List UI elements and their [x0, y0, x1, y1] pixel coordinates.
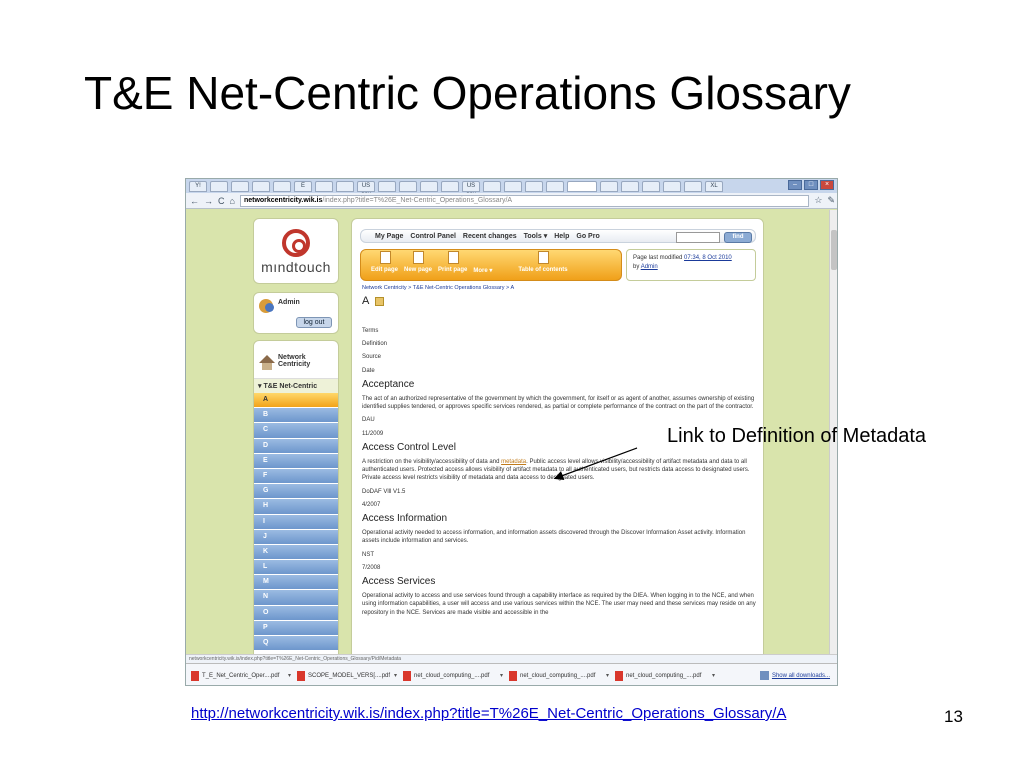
show-all-label: Show all downloads... [771, 672, 830, 679]
url-path: /index.php?title=T%26E_Net-Centric_Operations_Glossary/A [322, 196, 513, 204]
slide-title: T&E Net-Centric Operations Glossary [84, 67, 851, 119]
menu-item[interactable]: Control Panel [410, 233, 456, 240]
definition-text: A restriction on the visibility/accessibility of data and [362, 459, 500, 466]
entry-term: Access Control Level [362, 441, 456, 453]
close-window-button[interactable]: × [820, 180, 834, 190]
chevron-down-icon[interactable]: ▾ [499, 673, 503, 679]
status-bar: networkcentricity.wik.is/index.php?title=T%26E_Net-Centric_Operations_Glossary/Pid/Metadata [186, 654, 838, 663]
find-button[interactable]: find [724, 232, 752, 243]
forward-arrow-icon[interactable]: → [204, 195, 213, 206]
sidebar-item-letter[interactable]: B [254, 408, 338, 423]
menu-item[interactable]: My Page [375, 233, 404, 240]
menu-item[interactable]: Go Pro [576, 233, 600, 240]
browser-tab[interactable]: E [294, 181, 312, 192]
sidebar-item-letter[interactable]: Q [254, 636, 338, 651]
entry-term: Access Services [362, 576, 436, 588]
menu-item[interactable]: Recent changes [462, 233, 517, 240]
sidebar-item-letter[interactable]: L [254, 560, 338, 575]
field-label: Terms [362, 328, 379, 334]
entry-source: NST [362, 551, 374, 558]
page-number: 13 [944, 707, 963, 726]
download-filename: T_E_Net_Centric_Oper....pdf [202, 672, 280, 679]
annotation-label: Link to Definition of Metadata [667, 425, 927, 447]
page-title: A [362, 295, 370, 307]
sidebar-item-letter[interactable]: N [254, 590, 338, 605]
sidebar-item-letter[interactable]: M [254, 575, 338, 590]
sidebar-item-letter[interactable]: H [254, 499, 338, 514]
sidebar-item-letter[interactable]: I [254, 515, 338, 530]
wrench-icon[interactable]: ✎ [827, 195, 835, 205]
entry-date: 11/2009 [362, 430, 384, 437]
tool-label: Print page [438, 267, 468, 273]
download-filename: SCOPE_MODEL_VERS[....pdf [308, 672, 391, 679]
sidebar-item-letter[interactable]: P [254, 621, 338, 636]
field-label: Date [362, 367, 375, 374]
entry-definition: Operational activity needed to access information, and information assets discovered through the Discover Information Asset activity. Information assets include information and services. [362, 530, 746, 545]
modified-by-prefix: by [633, 264, 640, 270]
sidebar-item-letter[interactable]: K [254, 545, 338, 560]
entry-definition: Operational activity to access and use services found through a capability interface as required by the DIEA. When logging in to the NCE, and when using information capabilities, a user will access and use various services within the NCE. The user may need and these services may reside on any repository in the NCE. Services are made visible and accessible in the [362, 593, 756, 616]
logo-text: mındtouch [261, 259, 331, 275]
back-arrow-icon[interactable]: ← [190, 195, 199, 206]
menu-item[interactable]: Help [554, 233, 570, 240]
definition-text: . Public access level allows visibility/accessibility of artifact metadata and data to all authenticated users. Protected access allows visibility of artifact metadata to all authenticated users, but restricts data access to designated users. Private access level restricts visibility of metadata and data access to designated users. [362, 459, 750, 482]
reload-icon[interactable]: C [218, 195, 225, 206]
minimize-button[interactable]: – [788, 180, 802, 190]
chevron-down-icon[interactable]: ▾ [287, 673, 291, 679]
url-host: networkcentricity.wik.is [243, 196, 323, 204]
tool-label: Table of contents [518, 267, 568, 273]
sidebar-item-letter[interactable]: E [254, 454, 338, 469]
username[interactable]: Admin [278, 299, 300, 306]
browser-tab[interactable]: US [462, 181, 480, 192]
entry-source: DAU [362, 417, 375, 424]
modified-prefix: Page last modified [633, 255, 683, 261]
modified-time-link[interactable]: 07:34, 8 Oct 2010 [684, 255, 732, 261]
download-filename: net_cloud_computing_....pdf [520, 672, 596, 679]
entry-source: DoDAF Vlll V1.5 [362, 488, 406, 495]
sidebar-item-letter[interactable]: F [254, 469, 338, 484]
download-filename: net_cloud_computing_....pdf [414, 672, 490, 679]
tool-label: Edit page [371, 267, 399, 273]
entry-date: 4/2007 [362, 501, 381, 508]
entry-date: 7/2008 [362, 564, 381, 571]
browser-tab[interactable]: Y! [189, 181, 207, 192]
metadata-link[interactable]: metadata [501, 459, 527, 466]
browser-tab[interactable]: XL [705, 181, 723, 192]
chevron-down-icon[interactable]: ▾ [605, 673, 609, 679]
breadcrumb[interactable]: Network Centricity > T&E Net-Centric Operations Glossary > A [362, 285, 515, 291]
sidebar-home-label: Network Centricity [278, 354, 311, 368]
field-label: Source [362, 354, 382, 361]
entry-term: Access Information [362, 513, 448, 525]
sidebar-item-letter[interactable]: A [254, 393, 338, 408]
browser-tab[interactable]: US [357, 181, 375, 192]
star-icon[interactable]: ☆ [814, 195, 823, 205]
sidebar-item-letter[interactable]: J [254, 530, 338, 545]
modified-by-link[interactable]: Admin [640, 264, 658, 270]
menu-item[interactable]: Tools ▾ [523, 233, 548, 240]
home-icon[interactable]: ⌂ [229, 195, 235, 206]
logout-button[interactable]: log out [296, 317, 332, 328]
entry-term: Acceptance [362, 378, 415, 390]
maximize-button[interactable]: □ [804, 180, 818, 190]
tool-label: New page [404, 267, 433, 273]
field-label: Definition [362, 341, 388, 348]
sidebar-item-letter[interactable]: O [254, 606, 338, 621]
entry-definition: The act of an authorized representative of the government by which the government, for itself or as agent of another, assumes ownership of existing identified supplies tendered, or approves specific services rendered, as partial or complete performance of the contract on the part of the contractor. [362, 396, 755, 411]
sidebar-item-letter[interactable]: G [254, 484, 338, 499]
sidebar-item-letter[interactable]: D [254, 439, 338, 454]
tool-label: More ▾ [473, 268, 493, 274]
chevron-down-icon[interactable]: ▾ [393, 673, 397, 679]
download-filename: net_cloud_computing_....pdf [626, 672, 702, 679]
chevron-down-icon[interactable]: ▾ [711, 673, 715, 679]
source-url-link[interactable]: http://networkcentricity.wik.is/index.php?title=T%26E_Net-Centric_Operations_Glossary/A [191, 705, 787, 722]
sidebar-item-letter[interactable]: C [254, 423, 338, 438]
sidebar-section-te[interactable]: ▾ T&E Net-Centric [254, 379, 338, 393]
